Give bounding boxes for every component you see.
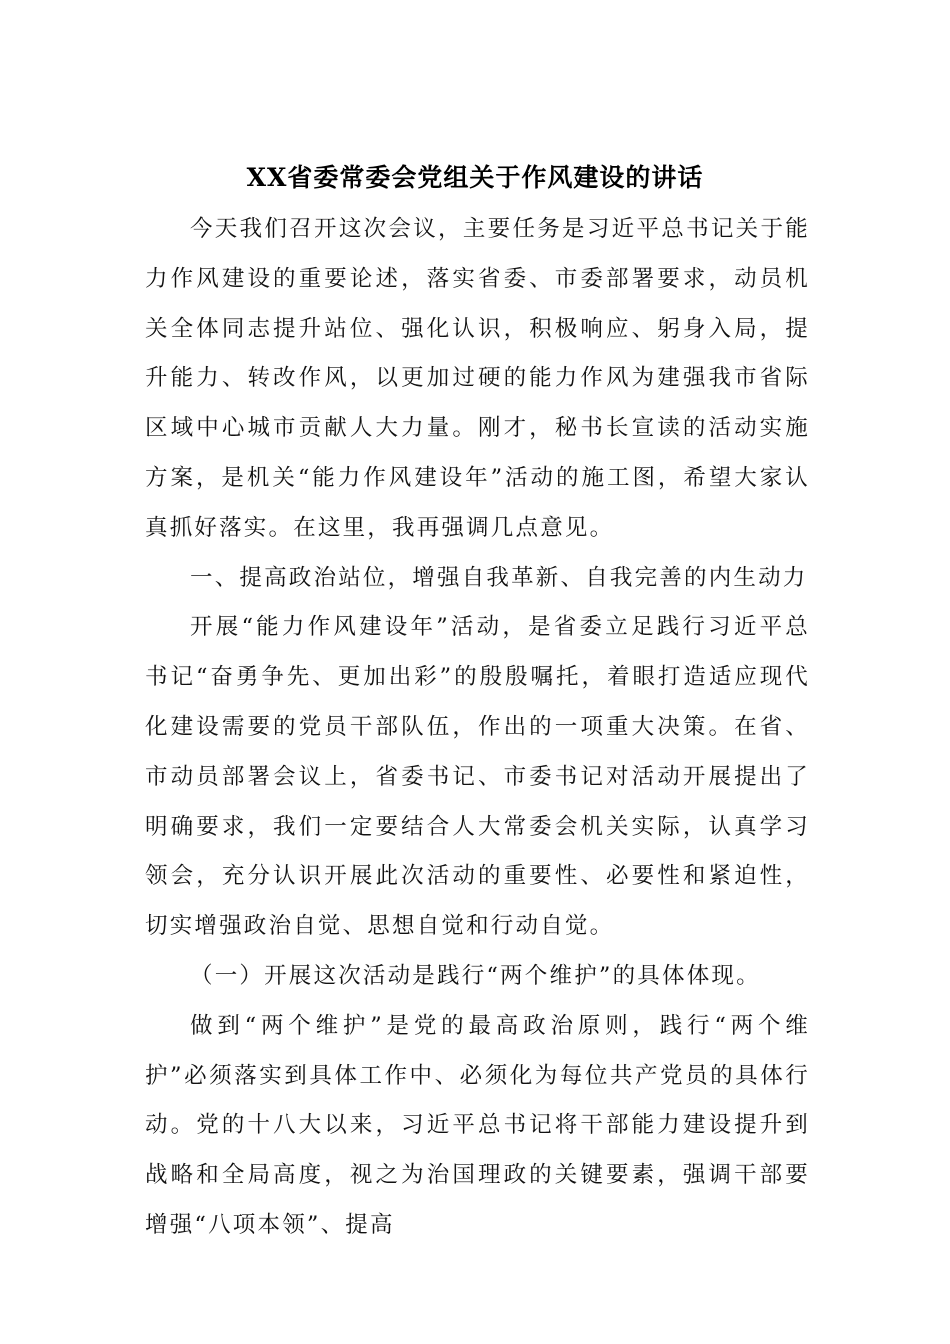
document-title: XX省委常委会党组关于作风建设的讲话	[246, 163, 704, 192]
paragraph-subsection-1: 做到“两个维护”是党的最高政治原则，践行“两个维护”必须落实到具体工作中、必须化为每位共产党员的具体行动。党的十八大以来，习近平总书记将干部能力建设提升到战略和全局高度，视之为治国理政的关键要素，强调干部要增强“八项本领”、提高	[145, 1012, 810, 1238]
subsection-heading-1: （一）开展这次活动是践行“两个维护”的具体体现。	[190, 962, 761, 989]
paragraph-intro: 今天我们召开这次会议，主要任务是习近平总书记关于能力作风建设的重要论述，落实省委、市委部署要求，动员机关全体同志提升站位、强化认识，积极响应、躬身入局，提升能力、转改作风，以更加过硬的能力作风为建强我市省际区域中心城市贡献人大力量。刚才，秘书长宣读的活动实施方案，是机关“能力作风建设年”活动的施工图，希望大家认真抓好落实。在这里，我再强调几点意见。	[145, 216, 810, 541]
document-body	[145, 205, 810, 1251]
section-heading-1: 一、提高政治站位，增强自我革新、自我完善的内生动力	[190, 564, 808, 591]
paragraph-section-1: 开展“能力作风建设年”活动，是省委立足践行习近平总书记“奋勇争先、更加出彩”的殷殷嘱托，着眼打造适应现代化建设需要的党员干部队伍，作出的一项重大决策。在省、市动员部署会议上，省委书记、市委书记对活动开展提出了明确要求，我们一定要结合人大常委会机关实际，认真学习领会，充分认识开展此次活动的重要性、必要性和紧迫性，切实增强政治自觉、思想自觉和行动自觉。	[145, 614, 810, 940]
